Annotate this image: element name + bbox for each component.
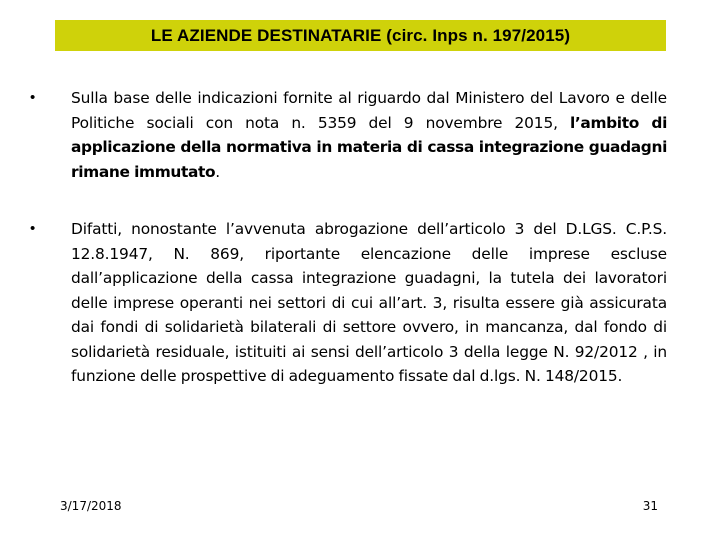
slide-title: LE AZIENDE DESTINATARIE (circ. Inps n. 197/2015) [150,25,571,45]
bullet-item-1 [30,86,670,184]
bullet-text-2: Difatti, nonostante l’avvenuta abrogazione dell’articolo 3 del D.LGS. C.P.S. 12.8.1947, N. 869, riportante elencazione delle imprese escluse dall’applicazione della cassa integrazione guadagni, la tutela dei lavoratori delle imprese operanti nei settori di cui all’art. 3, risulta essere già assicurata dai fondi di solidarietà bilaterali di settore ovvero, in mancanza, dal fondo di solidarietà residuale, istituiti ai sensi dell’articolo 3 della legge N. 92/2012 , in funzione delle prospettive di adeguamento fissate dal d.lgs. N. 148/2015. [71,220,667,385]
footer-page-number: 31 [642,499,658,513]
bullet-marker: • [30,220,36,237]
bullet-marker: • [30,89,36,106]
bullet-text-1-bold: l’ambito di applicazione della normativa in materia di cassa integrazione guadagni rimane immutato [71,113,667,181]
bullet-text-1-end: . [215,162,221,181]
bullet-text-1-plain: Sulla base delle indicazioni fornite al riguardo dal Ministero del Lavoro e delle Politiche sociali con nota n. 5359 del 9 novembre 2015, [71,89,667,132]
bullet-text-1 [71,86,667,184]
bullet-item-2 [30,217,670,389]
title-bar [55,20,666,51]
footer-date: 3/17/2018 [60,499,122,513]
